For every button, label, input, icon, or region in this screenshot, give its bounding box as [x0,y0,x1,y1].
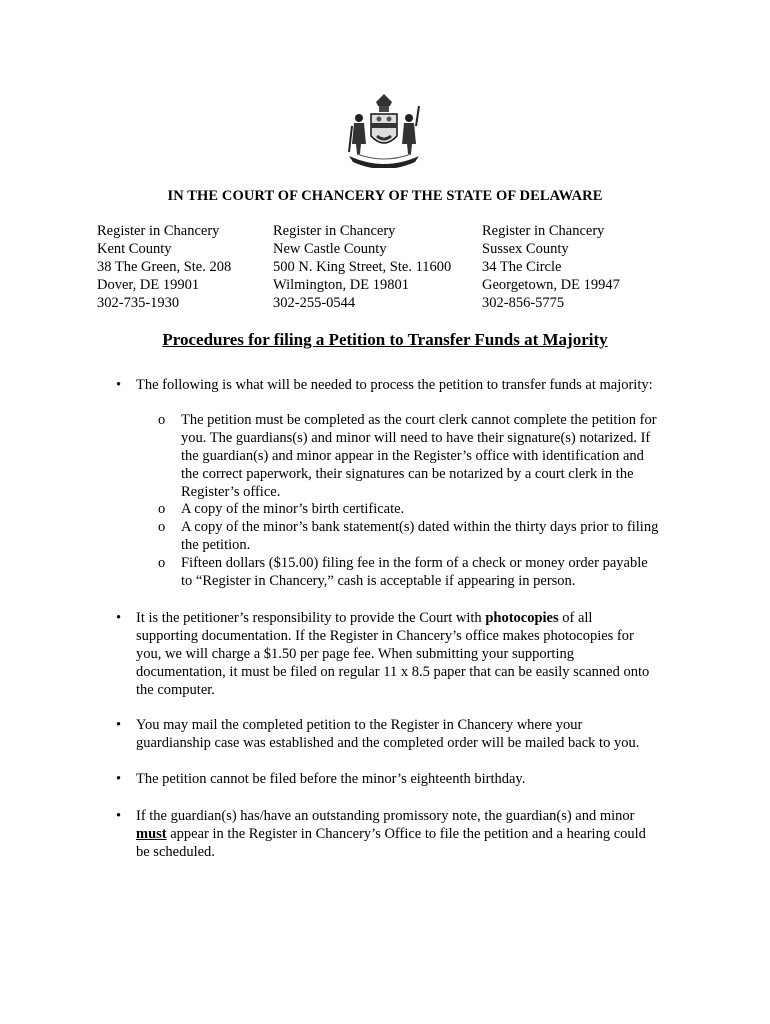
bullet-marker: • [116,771,122,787]
sub-item-bank-statement [181,518,681,554]
text-line: If the guardian(s) has/have an outstanding promissory note, the guardian(s) and minor [136,808,635,824]
sub-bullet-marker: o [158,519,166,535]
office-street: 38 The Green, Ste. 208 [97,259,232,275]
text-line: the computer. [136,682,215,698]
sub-item-petition [181,411,681,501]
office-city: Georgetown, DE 19947 [482,277,620,293]
text-line: guardianship case was established and the completed order will be mailed back to you. [136,735,640,751]
office-phone: 302-735-1930 [97,295,180,311]
text-line: be scheduled. [136,844,215,860]
document-heading: Procedures for filing a Petition to Transfer Funds at Majority [162,330,608,349]
court-title: IN THE COURT OF CHANCERY OF THE STATE OF DELAWARE [167,188,603,204]
office-sussex-county [482,222,620,312]
office-phone: 302-856-5775 [482,295,565,311]
office-county: Kent County [97,241,172,257]
emphasis-must: must [136,826,167,842]
text-line: documentation, it must be filed on regular 11 x 8.5 paper that can be easily scanned onto [136,664,650,680]
bullet-5-promissory-note [136,807,676,861]
office-street: 500 N. King Street, Ste. 11600 [273,259,452,275]
office-new-castle-county [273,222,451,312]
text-segment: of all [558,610,593,626]
sub-bullet-marker: o [158,501,166,517]
office-city: Dover, DE 19901 [97,277,200,293]
text-line: supporting documentation. If the Register in Chancery’s office makes photocopies for [136,628,634,644]
text-segment: appear in the Register in Chancery’s Office to file the petition and a hearing could [166,826,646,842]
text-line [136,609,676,627]
office-title: Register in Chancery [273,223,396,239]
emphasis-photocopies: photocopies [485,610,559,626]
bullet-3-mail [136,716,676,752]
text-line: the correct paperwork, their signatures can be notarized by a court clerk in the [181,466,634,482]
sub-bullet-marker: o [158,412,166,428]
bullet-1-text: The following is what will be needed to process the petition to transfer funds at majority: [136,377,653,393]
text-line: Fifteen dollars ($15.00) filing fee in the form of a check or money order payable [181,555,648,571]
office-kent-county [97,222,231,312]
text-line: you. The guardians(s) and minor will need to have their signature(s) notarized. If [181,430,651,446]
bullet-2-photocopies [136,609,676,699]
office-county: New Castle County [273,241,387,257]
text-line: you, we will charge a $1.50 per page fee. When submitting your supporting [136,646,574,662]
bullet-4-birthday [136,770,676,788]
text-line: You may mail the completed petition to the Register in Chancery where your [136,717,583,733]
office-phone: 302-255-0544 [273,295,356,311]
sub-item-birth-certificate [181,500,681,518]
text-line: the petition. [181,537,251,553]
sub-bullet-marker: o [158,555,166,571]
office-county: Sussex County [482,241,569,257]
text-line: The petition must be completed as the court clerk cannot complete the petition for [181,412,657,428]
bullet-marker: • [116,377,122,393]
text-segment: It is the petitioner’s responsibility to provide the Court with [136,610,486,626]
text-line [136,825,676,843]
office-city: Wilmington, DE 19801 [273,277,409,293]
bullet-marker: • [116,610,122,626]
text-line: to “Register in Chancery,” cash is acceptable if appearing in person. [181,573,576,589]
text-line: A copy of the minor’s birth certificate. [181,501,405,517]
office-title: Register in Chancery [482,223,605,239]
bullet-marker: • [116,717,122,733]
bullet-marker: • [116,808,122,824]
sub-item-filing-fee [181,554,681,590]
text-line: The petition cannot be filed before the minor’s eighteenth birthday. [136,771,526,787]
delaware-seal-emblem [343,92,425,168]
text-line: Register’s office. [181,484,281,500]
office-street: 34 The Circle [482,259,562,275]
text-line: A copy of the minor’s bank statement(s) dated within the thirty days prior to filing [181,519,659,535]
office-title: Register in Chancery [97,223,220,239]
text-line: the guardian(s) and minor appear in the Register’s office with identification and [181,448,644,464]
